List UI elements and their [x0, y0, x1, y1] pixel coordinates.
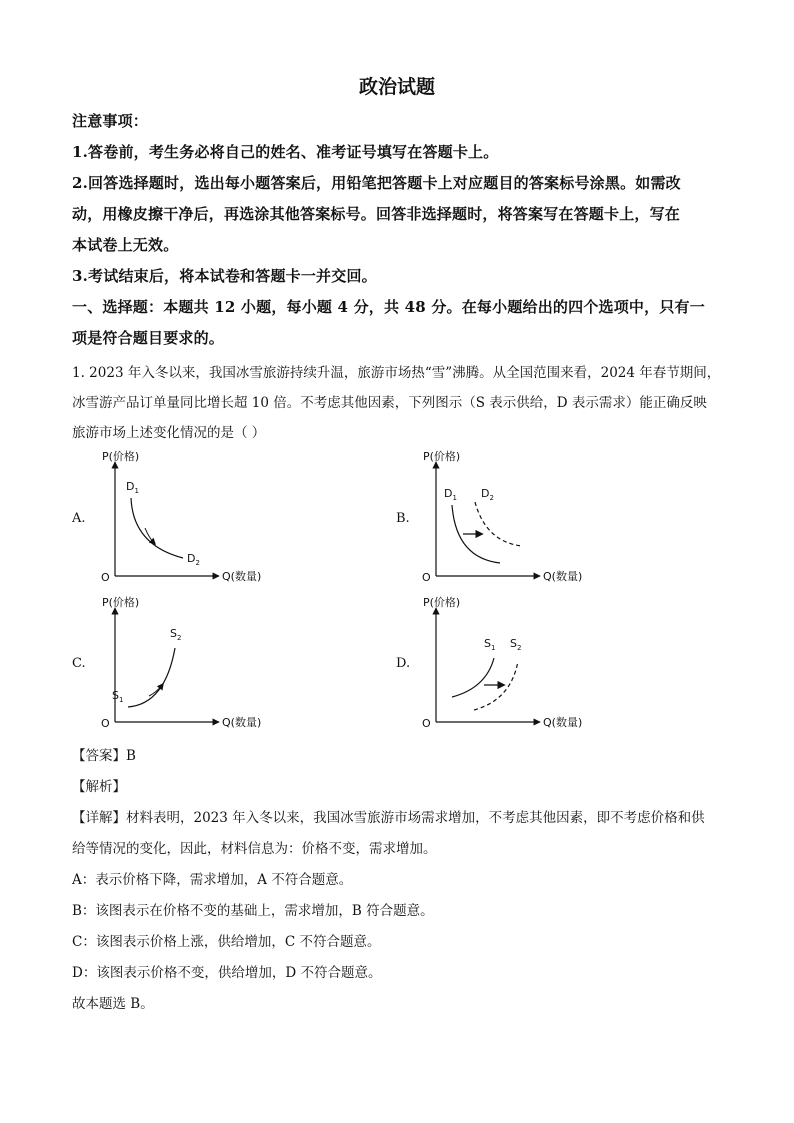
- svg-text:S1: [484, 637, 495, 652]
- question-stem-line-3: 旅游市场上述变化情况的是（ ）: [72, 425, 266, 441]
- detail-line-1: 【详解】材料表明，2023 年入冬以来，我国冰雪旅游市场需求增加，不考虑其他因素，即不考虑价格和供: [72, 810, 705, 826]
- curve-label-d1: D: [126, 480, 135, 493]
- graph-b: [416, 450, 606, 590]
- option-b-label: B.: [396, 511, 410, 526]
- notice-item-2-line-2: 动，用橡皮擦干净后，再选涂其他答案标号。回答非选择题时，将答案写在答题卡上，写在: [72, 205, 681, 223]
- option-a-label: A.: [72, 511, 86, 526]
- option-c-label: C.: [72, 656, 86, 671]
- svg-text:D2: [187, 552, 200, 567]
- detail-line-2: 给等情况的变化，因此，材料信息为：价格不变，需求增加。: [72, 841, 437, 857]
- curve-label-d2: D: [187, 552, 196, 565]
- curve-label-s1-sub: 1: [118, 696, 124, 704]
- curve-label-s2-sub: 2: [176, 634, 182, 642]
- notice-item-2-line-3: 本试卷上无效。: [72, 236, 179, 254]
- curve-label-s2: S: [170, 627, 177, 640]
- curve-label-s2: S: [510, 637, 517, 650]
- curve-label-d1-sub: 1: [452, 494, 457, 502]
- graph-a: [95, 450, 285, 590]
- curve-label-d2: D: [481, 487, 490, 500]
- p-axis-label: P(价格): [423, 450, 461, 463]
- analysis-label: 【解析】: [72, 779, 126, 795]
- graph-c: [95, 596, 285, 736]
- p-axis-label: P(价格): [102, 596, 140, 609]
- question-stem-line-1: 1. 2023 年入冬以来，我国冰雪旅游持续升温，旅游市场热“雪”沸腾。从全国范围来看，2024 年春节期间，: [72, 365, 721, 381]
- section-heading-line-2: 项是符合题目要求的。: [72, 329, 225, 347]
- notice-heading: 注意事项：: [72, 112, 149, 130]
- svg-text:S2: [170, 627, 181, 642]
- curve-label-d1-sub: 1: [134, 487, 139, 495]
- demand-curve-d2: [475, 502, 522, 546]
- graph-d: [416, 596, 606, 736]
- answer-label: 【答案】B: [72, 748, 136, 764]
- svg-text:S2: [510, 637, 521, 652]
- q-axis-label: Q(数量): [222, 570, 262, 583]
- p-axis-label: P(价格): [102, 450, 140, 463]
- curve-label-s2-sub: 2: [516, 644, 522, 652]
- option-d-label: D.: [396, 656, 411, 671]
- svg-text:D1: [126, 480, 139, 495]
- conclusion: 故本题选 B。: [72, 996, 154, 1012]
- notice-item-1: 1.答卷前，考生务必将自己的姓名、准考证号填写在答题卡上。: [72, 143, 499, 161]
- curve-label-s1-sub: 1: [490, 644, 496, 652]
- detail-option-a: A：表示价格下降，需求增加，A 不符合题意。: [72, 872, 353, 888]
- svg-text:D1: [444, 487, 457, 502]
- q-axis-label: Q(数量): [543, 716, 583, 729]
- svg-text:S1: [112, 689, 123, 704]
- curve-label-s1: S: [112, 689, 119, 702]
- detail-option-b: B：该图表示在价格不变的基础上，需求增加，B 符合题意。: [72, 903, 434, 919]
- q-axis-label: Q(数量): [543, 570, 583, 583]
- detail-option-c: C：该图表示价格上涨，供给增加，C 不符合题意。: [72, 934, 381, 950]
- origin-label: O: [422, 571, 431, 584]
- supply-curve: [128, 648, 175, 707]
- curve-label-d1: D: [444, 487, 453, 500]
- page-title: 政治试题: [358, 76, 435, 98]
- demand-curve: [131, 498, 183, 558]
- origin-label: O: [101, 571, 110, 584]
- q-axis-label: Q(数量): [222, 716, 262, 729]
- origin-label: O: [101, 717, 110, 730]
- p-axis-label: P(价格): [423, 596, 461, 609]
- curve-label-d2-sub: 2: [195, 559, 200, 567]
- svg-text:D2: [481, 487, 494, 502]
- detail-option-d: D：该图表示价格不变，供给增加，D 不符合题意。: [72, 965, 382, 981]
- curve-label-d2-sub: 2: [489, 494, 494, 502]
- notice-item-2-line-1: 2.回答选择题时，选出每小题答案后，用铅笔把答题卡上对应题目的答案标号涂黑。如需改: [72, 174, 681, 192]
- question-stem-line-2: 冰雪游产品订单量同比增长超 10 倍。不考虑其他因素，下列图示（S 表示供给，D 表示需求）能正确反映: [72, 395, 707, 411]
- supply-curve-s1: [452, 658, 494, 697]
- curve-label-s1: S: [484, 637, 491, 650]
- notice-item-3: 3.考试结束后，将本试卷和答题卡一并交回。: [72, 267, 377, 285]
- origin-label: O: [422, 717, 431, 730]
- section-heading-line-1: 一、选择题：本题共 12 小题，每小题 4 分，共 48 分。在每小题给出的四个选项中，只有一: [72, 298, 705, 316]
